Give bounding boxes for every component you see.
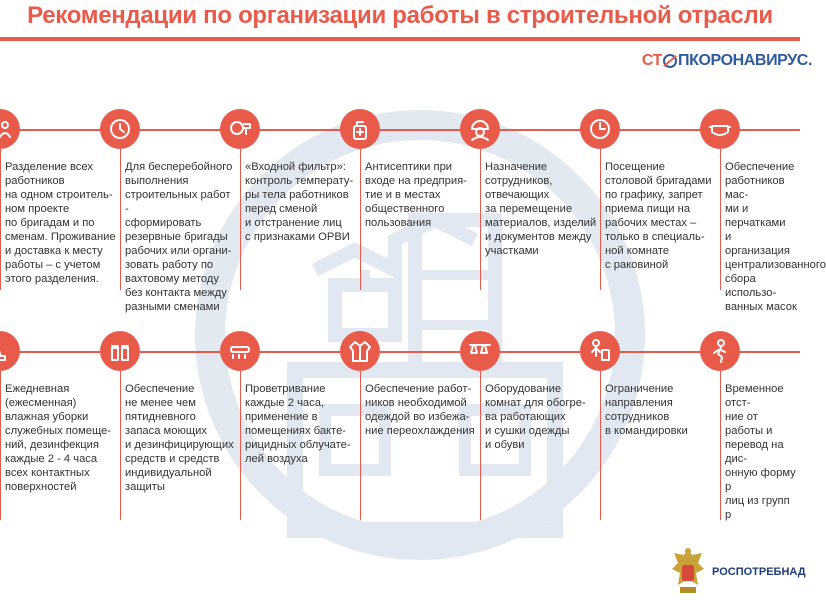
worker-helmet-icon [460, 109, 500, 149]
thermometer-scan-icon [220, 109, 260, 149]
recommendation-text: Обеспечение не менее чем пятидневного запаса моющих и дезинфицирующих средств и средств индивидуальной защиты [125, 383, 234, 493]
recommendation-text: Обеспечение работников мас- ми и перчатками и организация централизованного сбора использо- ванных масок [725, 161, 826, 313]
item-connector [240, 149, 241, 290]
recommendation-text: Для бесперебойного выполнения строительных работ - сформировать резервные бригады рабочих или органи- зовать работу по вахтовому методу без контакта между разными сменами [125, 161, 233, 313]
item-connector [240, 371, 241, 520]
item-connector [120, 149, 121, 290]
mask-gloves-icon [700, 109, 740, 149]
recommendation-text: Назначение сотрудников, отвечающих за перемещение материалов, изделий и документов между участками [485, 161, 597, 257]
footer-organization: РОСПОТРЕБНАД [712, 566, 806, 578]
stopcoronavirus-logo [642, 52, 812, 70]
item-connector [0, 371, 1, 520]
item-connector [0, 149, 1, 290]
canteen-clock-icon [580, 109, 620, 149]
recommendation-text: Проветривание каждые 2 часа, применение в помещениях бакте- рицидных облучате- лей воздуха [245, 383, 351, 465]
clock-shift-icon [100, 109, 140, 149]
item-connector [600, 149, 601, 290]
person-leaving-icon [700, 331, 740, 371]
item-connector [480, 371, 481, 520]
recommendation-text: Оборудование комнат для обогре- ва работающих и сушки одежды и обуви [485, 383, 586, 451]
split-workers-icon [0, 109, 20, 149]
recommendation-text: Временное отст- ние от работы и перевод на дис- онную форму р лиц из групп р [725, 383, 796, 521]
item-connector [360, 371, 361, 520]
drying-clothes-icon [460, 331, 500, 371]
brand-text-part1: СТ [641, 52, 662, 69]
travel-luggage-icon [580, 331, 620, 371]
recommendation-text: Антисептики при входе на предприя- тие и в местах общественного пользования [365, 161, 467, 229]
recommendation-text: Посещение столовой бригадами по графику, запрет приема пищи на рабочих местах – только в специаль- ной комнате с раковиной [605, 161, 712, 271]
recommendation-text: Ежедневная (ежесменная) влажная уборки служебных помеще- ний, дезинфекция каждые 2 - 4 часа всех контактных поверхностей [5, 383, 111, 493]
disinfectant-sprays-icon [100, 331, 140, 371]
sanitizer-bottle-icon [340, 109, 380, 149]
warm-jacket-icon [340, 331, 380, 371]
item-connector [360, 149, 361, 290]
brand-virus-icon [663, 54, 677, 68]
item-connector [120, 371, 121, 520]
brand-text-part2: ПКОРОНАВИРУС. [678, 52, 812, 69]
item-connector [720, 371, 721, 520]
page-title: Рекомендации по организации работы в строительной отрасли [27, 2, 773, 29]
recommendation-text: Разделение всех работников на одном строитель- ном проекте по бригадам и по сменам. Проживание и доставка к месту работы – с учетом этого разделения. [5, 161, 116, 285]
wet-cleaning-icon [0, 331, 20, 371]
recommendation-text: Обеспечение работ- ников необходимой одеждой во избежа- ние переохлаждения [365, 383, 475, 437]
recommendation-text: «Входной фильтр»: контроль температу- ры тела работников перед сменой и отстранение лиц с признаками ОРВИ [245, 161, 354, 243]
title-underline [0, 37, 800, 41]
uv-lamp-icon [220, 331, 260, 371]
item-connector [720, 149, 721, 290]
rospotrebnadzor-emblem-icon [668, 545, 708, 597]
item-connector [480, 149, 481, 290]
item-connector [600, 371, 601, 520]
recommendation-text: Ограничение направления сотрудников в командировки [605, 383, 688, 437]
